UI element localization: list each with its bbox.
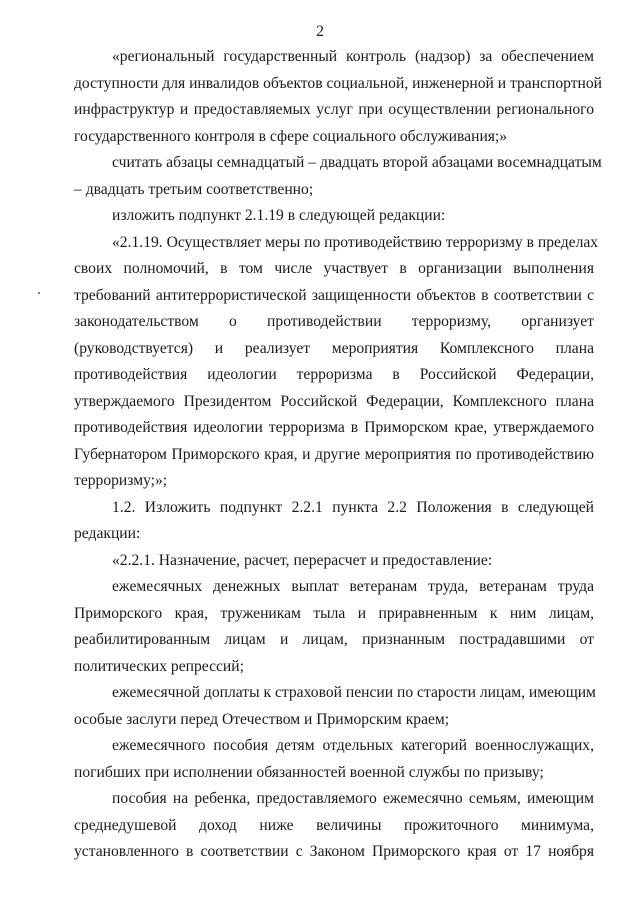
- text-line: считать абзацы семнадцатый – двадцать второй абзацами восемнадцатым: [112, 154, 602, 171]
- text-line: редакции:: [74, 525, 141, 542]
- text-line: государственного контроля в сфере социального обслуживания;»: [74, 127, 508, 145]
- text-line: «2.1.19. Осуществляет меры по противодействию терроризму в пределах: [112, 233, 599, 251]
- paragraph: [74, 44, 603, 150]
- text-line: противодействия идеологии терроризма в Российской Федерации,: [74, 366, 594, 383]
- text-line: (руководствуется) и реализует мероприятия Комплексного плана: [74, 339, 594, 357]
- text-line: доступности для инвалидов объектов социальной, инженерной и транспортной: [74, 74, 603, 92]
- text-line: – двадцать третьим соответственно;: [74, 180, 314, 198]
- paragraph: [74, 150, 602, 203]
- text-line: установленного в соответствии с Законом Приморского края от 17 ноября: [74, 843, 594, 860]
- text-line: утверждаемого Президентом Российской Федерации, Комплексного плана: [74, 392, 594, 410]
- text-line: Губернатором Приморского края, и другие мероприятия по противодействию: [74, 445, 594, 463]
- text-line: законодательством о противодействии терроризму, организует: [74, 313, 594, 330]
- text-line: погибших при исполнении обязанностей военной службы по призыву;: [74, 763, 544, 781]
- text-line: Приморского края, труженикам тыла и приравненным к ним лицам,: [74, 604, 594, 622]
- text-line: ежемесячных денежных выплат ветеранам труда, ветеранам труда: [112, 578, 594, 595]
- text-line: 1.2. Изложить подпункт 2.2.1 пункта 2.2 Положения в следующей: [112, 498, 594, 516]
- page-number: 2: [316, 23, 324, 40]
- paragraph: [74, 574, 594, 680]
- text-line: среднедушевой доход ниже величины прожиточного минимума,: [74, 816, 594, 834]
- paragraph: [74, 548, 594, 575]
- text-line: особые заслуги перед Отечеством и Приморским краем;: [74, 710, 450, 728]
- margin-mark: [38, 292, 40, 294]
- paragraph: [74, 230, 599, 495]
- document-body: [74, 44, 603, 866]
- text-line: «региональный государственный контроль (надзор) за обеспечением: [112, 48, 594, 65]
- text-line: «2.2.1. Назначение, расчет, перерасчет и предоставление:: [112, 551, 493, 569]
- text-line: своих полномочий, в том числе участвует в организации выполнения: [74, 260, 594, 277]
- paragraph: [74, 786, 594, 866]
- text-line: терроризму;»;: [74, 472, 168, 489]
- paragraph: [74, 733, 594, 786]
- paragraph: [74, 495, 594, 548]
- paragraph: [74, 680, 594, 733]
- text-line: пособия на ребенка, предоставляемого ежемесячно семьям, имеющим: [112, 790, 594, 807]
- text-line: реабилитированным лицам и лицам, признанным пострадавшими от: [74, 631, 594, 648]
- text-line: требований антитеррористической защищенности объектов в соответствии с: [74, 286, 594, 304]
- text-line: политических репрессий;: [74, 657, 244, 675]
- text-line: изложить подпункт 2.1.19 в следующей редакции:: [112, 207, 446, 224]
- text-line: ежемесячной доплаты к страховой пенсии по старости лицам, имеющим: [112, 684, 596, 701]
- text-line: ежемесячного пособия детям отдельных категорий военнослужащих,: [112, 737, 594, 754]
- paragraph: [74, 203, 594, 230]
- text-line: инфраструктур и предоставляемых услуг при осуществлении регионального: [74, 101, 594, 118]
- text-line: противодействия идеологии терроризма в Приморском крае, утверждаемого: [74, 419, 594, 436]
